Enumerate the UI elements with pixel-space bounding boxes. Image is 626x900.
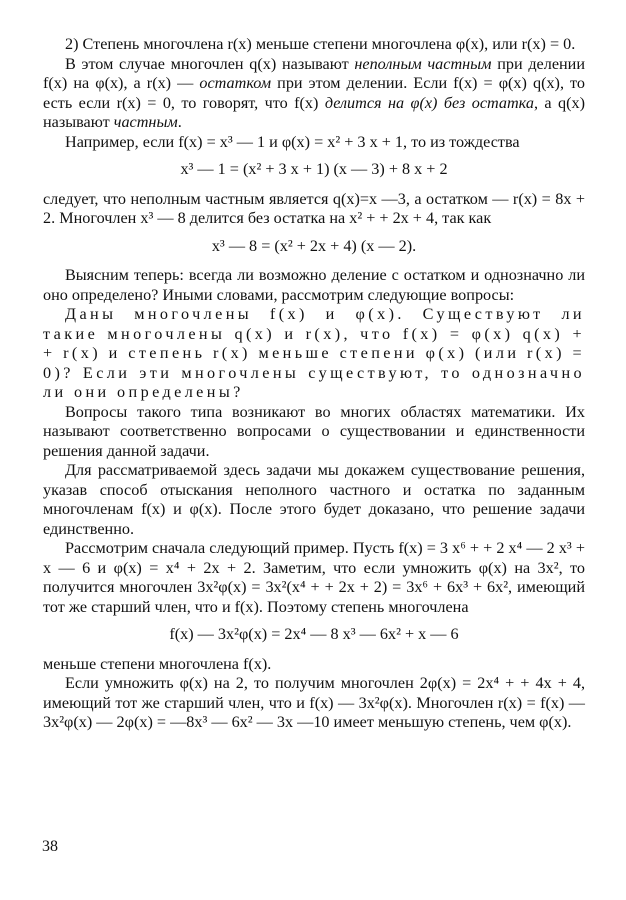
paragraph-condition-2: 2) Степень многочлена r(x) меньше степени многочлена φ(x), или r(x) = 0. (65, 35, 576, 53)
paragraph-existence-uniqueness: Вопросы такого типа возникают во многих областях математики. Их называют соответственно вопросами о существовании и единственности решения данной задачи. (43, 402, 585, 460)
paragraph-worked-example: Рассмотрим сначала следующий пример. Пусть f(x) = 3 x⁶ + + 2 x⁴ — 2 x³ + x — 6 и φ(x) = x⁴ + 2x + 2. Заметим, что если умножить φ(x) на 3x², то получится многочлен 3x²φ(x) = 3x²(x⁴ + + 2x + 2) = 3x⁶ + 6x³ + 6x², имеющий тот же старший член, что и f(x). Поэтому степень многочлена (43, 539, 585, 616)
formula-identity-2: x³ — 8 = (x² + 2x + 4) (x — 2). (211, 236, 417, 255)
paragraph-example: Например, если f(x) = x³ — 1 и φ(x) = x² + 3 x + 1, то из тождества (65, 132, 520, 151)
paragraph-degree-note: меньше степени многочлена f(x). (43, 654, 272, 673)
paragraph-question: Даны многочлены f(x) и φ(x). Существуют ли такие многочлены q(x) и r(x), что f(x) = φ(x) q(x) + + r(x) и степень r(x) меньше степени φ(x) (или r(x) = 0)? Если эти многочлены существуют, то однозначно ли они определены? (43, 305, 585, 401)
formula-difference: f(x) — 3x²φ(x) = 2x⁴ — 8 x³ — 6x² + x — 6 (169, 625, 459, 643)
page-text (43, 35, 585, 733)
term-incomplete-quotient: неполным частным (354, 54, 492, 73)
paragraph-example-result: следует, что неполным частным является q(x)=x —3, а остатком — r(x) = 8x + 2. Многочлен x³ — 8 делится без остатка на x² + + 2x + 4, так как (43, 189, 585, 227)
formula-identity-1: x³ — 1 = (x² + 3 x + 1) (x — 3) + 8 x + 2 (180, 160, 448, 178)
term-remainder: остатком (199, 74, 272, 92)
paragraph-definitions: В этом случае многочлен q(x) называют неполным частным при делении f(x) на φ(x), а r(x) — остатком при этом делении. Если f(x) = φ(x) q(x), то есть если r(x) = 0, то говорят, что f(x) делится на φ(x) без остатка, а q(x) называют частным. (43, 54, 585, 131)
term-divisible: делится на φ(x) без остатка (324, 93, 534, 112)
paragraph-question-intro: Выясним теперь: всегда ли возможно деление с остатком и однозначно ли оно определено? Иными словами, рассмотрим следующие вопросы: (43, 266, 585, 304)
paragraph-proof-plan: Для рассматриваемой здесь задачи мы докажем существование решения, указав способ отыскания неполного частного и остатка по заданным многочленам f(x) и φ(x). После этого будет доказано, что решение задачи единственно. (43, 461, 585, 538)
term-quotient: частным (113, 113, 178, 131)
paragraph-remainder-result: Если умножить φ(x) на 2, то получим многочлен 2φ(x) = 2x⁴ + + 4x + 4, имеющий тот же старший член, что и f(x) — 3x²φ(x). Многочлен r(x) = f(x) — 3x²φ(x) — 2φ(x) = —8x³ — 6x² — 3x —10 имеет меньшую степень, чем φ(x). (43, 674, 585, 731)
page-number: 38 (42, 838, 58, 855)
